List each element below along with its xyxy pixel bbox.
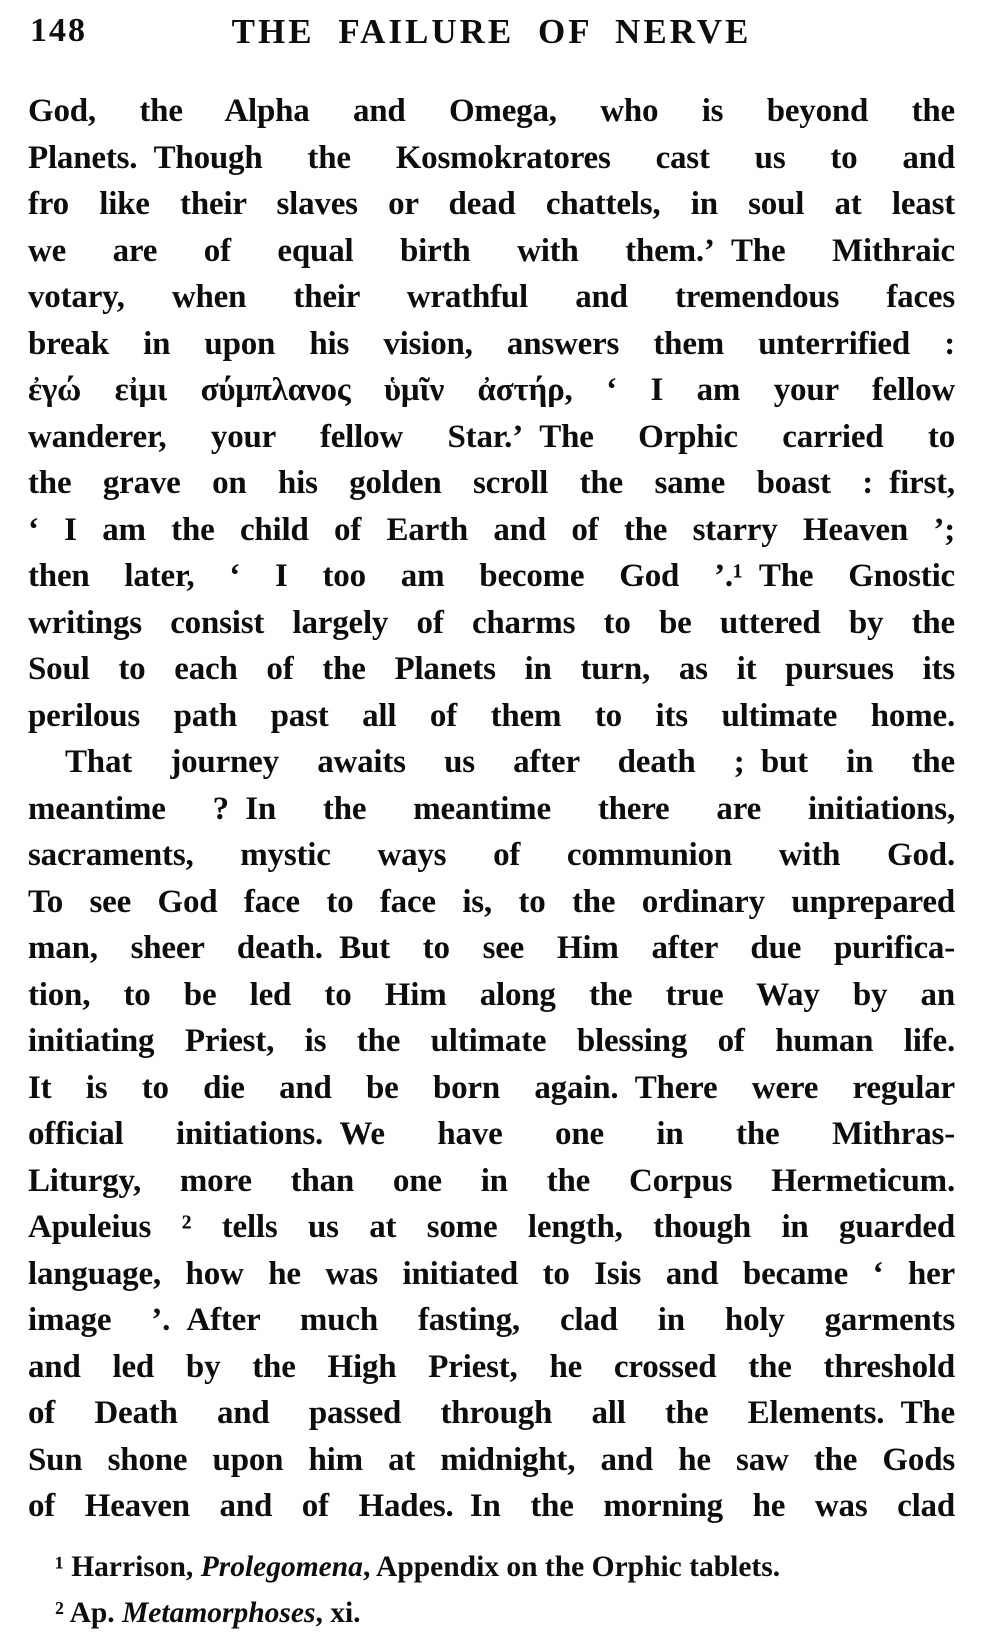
footnote-text: , Appendix on the Orphic tablets. [362,1550,781,1583]
footnote-text: ¹ Harrison, [55,1550,201,1583]
text-line: Planets. Though the Kosmokratores cast us to and [28,139,955,176]
text-line: To see God face to face is, to the ordinary unprepared [28,883,955,920]
text-line: tion, to be led to Him along the true Way by an [28,976,955,1013]
text-line: meantime ? In the meantime there are initiations, [28,790,955,827]
footnote-text: , xi. [315,1596,361,1629]
footnote [28,1544,955,1590]
text-line: Sun shone upon him at midnight, and he saw the Gods [28,1441,955,1478]
text-line: official initiations. We have one in the Mithras- [28,1116,955,1152]
text-line: and led by the High Priest, he crossed the threshold [28,1348,955,1385]
text-line: Liturgy, more than one in the Corpus Hermeticum. [28,1162,955,1199]
body-text [28,88,955,1530]
text-line: God, the Alpha and Omega, who is beyond the [28,93,955,129]
text-line: ‘ I am the child of Earth and of the starry Heaven ’; [28,511,955,548]
text-line: wanderer, your fellow Star.’ The Orphic carried to [28,418,955,455]
text-line: man, sheer death. But to see Him after due purifica- [28,930,955,966]
text-line: image ’. After much fasting, clad in holy garments [28,1302,955,1338]
text-line: we are of equal birth with them.’ The Mithraic [28,232,955,269]
text-line: of Heaven and of Hades. In the morning he was clad [28,1488,955,1524]
footnotes [28,1544,955,1633]
footnote-italic-text: Prolegomena [200,1550,363,1583]
page-header [28,10,955,62]
text-line: of Death and passed through all the Elements. The [28,1395,955,1431]
text-line: initiating Priest, is the ultimate blessing of human life. [28,1023,955,1059]
running-head-title: THE FAILURE OF NERVE [231,12,752,51]
text-line: fro like their slaves or dead chattels, in soul at least [28,186,955,222]
text-line: That journey awaits us after death ; but in the [65,744,955,780]
text-line: votary, when their wrathful and tremendous faces [28,279,955,315]
text-line: then later, ‘ I too am become God ’.¹ The Gnostic [28,558,955,594]
text-line: perilous path past all of them to its ultimate home. [28,697,955,734]
footnote-text: ² Ap. [55,1596,123,1629]
text-line: writings consist largely of charms to be uttered by the [28,604,955,641]
text-line: Soul to each of the Planets in turn, as it pursues its [28,651,955,687]
footnote-italic-text: Metamorphoses [122,1596,316,1629]
text-line: ἐγώ εἰμι σύμπλανος ὑμῖν ἀστήρ, ‘ I am your fellow [28,372,955,408]
text-line: language, how he was initiated to Isis and became ‘ her [28,1255,955,1292]
text-line: break in upon his vision, answers them unterrified : [28,325,955,362]
text-line: It is to die and be born again. There were regular [28,1069,955,1106]
footnote [28,1590,955,1633]
page-number: 148 [30,12,87,49]
text-line: sacraments, mystic ways of communion with God. [28,837,955,873]
text-line: Apuleius ² tells us at some length, though in guarded [28,1209,955,1245]
text-line: the grave on his golden scroll the same boast : first, [28,465,955,501]
